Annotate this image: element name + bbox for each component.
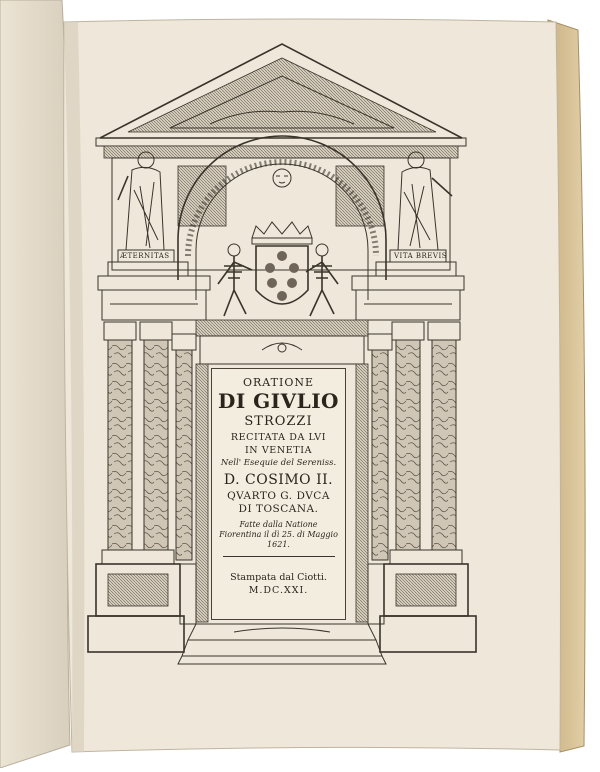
imprint-year: M.DC.XXI. — [248, 585, 309, 596]
inscription-left: ÆTERNITAS — [120, 252, 170, 260]
title-line-strozzi: STROZZI — [244, 414, 313, 429]
title-plate — [211, 368, 346, 620]
title-line-quarto: QVARTO G. DVCA — [227, 489, 330, 502]
inscription-right: VITA BREVIS — [394, 252, 448, 260]
title-line-oratione: ORATIONE — [243, 376, 314, 389]
title-line-recitata: RECITATA DA LVI — [230, 432, 327, 443]
imprint-text: Stampata dal Ciotti. — [230, 571, 327, 583]
title-line-esequie: Nell' Esequie del Sereniss. — [220, 458, 337, 468]
title-line-toscana: DI TOSCANA. — [238, 503, 319, 515]
title-rule — [223, 556, 335, 557]
title-line-venetia: IN VENETIA — [244, 444, 313, 456]
title-line-fatte: Fatte dalla Natione Fiorentina il dì 25. di Maggio 1621. — [219, 519, 338, 549]
left-page — [0, 0, 70, 768]
title-line-cosimo: D. COSIMO II. — [223, 471, 334, 488]
title-line-di-giulio: DI GIVLIO — [218, 389, 339, 413]
